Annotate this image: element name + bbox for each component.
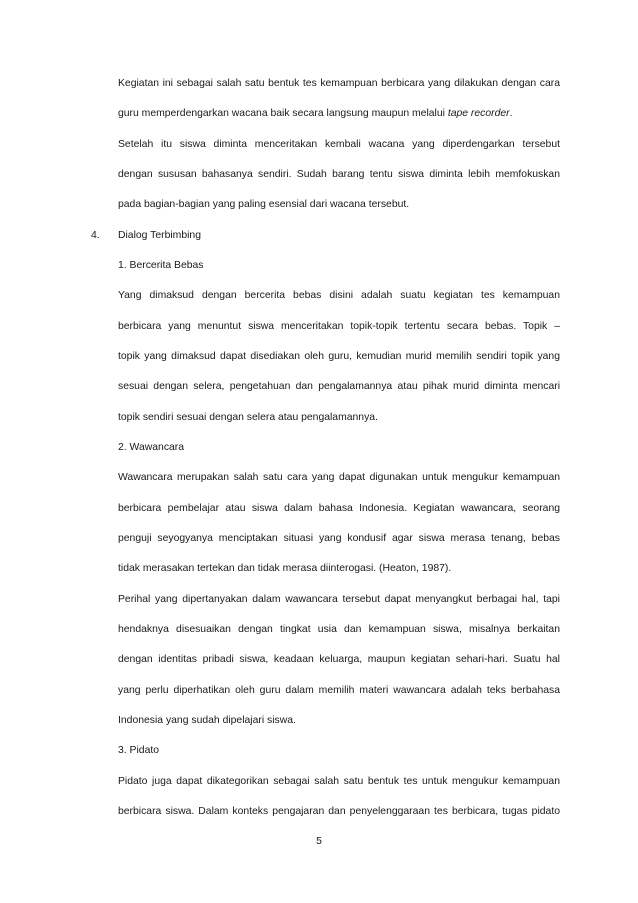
text-line: topik sendiri sesuai dengan selera atau pengalamannya.	[118, 412, 378, 423]
text-line: Setelah itu siswa diminta menceritakan kembali wacana yang diperdengarkan tersebut	[118, 139, 560, 150]
italic-term: tape recorder	[447, 108, 510, 119]
text-line	[118, 107, 560, 121]
text-line: Pidato juga dapat dikategorikan sebagai salah satu bentuk tes untuk mengukur kemampuan	[118, 776, 560, 787]
page-number: 5	[316, 836, 322, 847]
section-title: Dialog Terbimbing	[118, 230, 201, 241]
section-number: 4.	[91, 230, 100, 241]
text-line: berbicara pembelajar atau siswa dalam bahasa Indonesia. Kegiatan wawancara, seorang	[118, 503, 560, 514]
text-line: Yang dimaksud dengan bercerita bebas disini adalah suatu kegiatan tes kemampuan	[118, 290, 560, 301]
subsection-title: 2. Wawancara	[118, 442, 185, 453]
text-line: pada bagian-bagian yang paling esensial dari wacana tersebut.	[118, 199, 410, 210]
subsection-title: 3. Pidato	[118, 745, 160, 756]
text-line: berbicara siswa. Dalam konteks pengajaran dan penyelenggaraan tes berbicara, tugas pidato	[118, 806, 560, 817]
text-line: sesuai dengan selera, pengetahuan dan pengalamannya atau pihak murid diminta mencari	[118, 381, 560, 392]
text-line: dengan identitas pribadi siswa, keadaan keluarga, maupun kegiatan sehari-hari. Suatu hal	[118, 654, 560, 665]
text-line: Kegiatan ini sebagai salah satu bentuk tes kemampuan berbicara yang dilakukan dengan cara	[118, 78, 560, 89]
text-span: .	[509, 108, 513, 119]
subsection-title: 1. Bercerita Bebas	[118, 260, 204, 271]
text-line: hendaknya disesuaikan dengan tingkat usia dan kemampuan siswa, misalnya berkaitan	[118, 624, 560, 635]
text-line: dengan sususan bahasanya sendiri. Sudah barang tentu siswa diminta lebih memfokuskan	[118, 169, 560, 180]
text-line: berbicara yang menuntut siswa menceritakan topik-topik tertentu secara bebas. Topik –	[118, 321, 560, 332]
text-line: Perihal yang dipertanyakan dalam wawancara tersebut dapat menyangkut berbagai hal, tapi	[118, 594, 560, 605]
text-line: penguji seyogyanya menciptakan situasi yang kondusif agar siswa merasa tenang, bebas	[118, 533, 560, 544]
text-line: yang perlu diperhatikan oleh guru dalam memilih materi wawancara adalah teks berbahasa	[118, 685, 560, 696]
text-line: Indonesia yang sudah dipelajari siswa.	[118, 715, 296, 726]
text-span: guru memperdengarkan wacana baik secara langsung maupun melalui	[118, 108, 448, 119]
text-line: tidak merasakan tertekan dan tidak merasa diinterogasi. (Heaton, 1987).	[118, 563, 452, 574]
text-line: Wawancara merupakan salah satu cara yang dapat digunakan untuk mengukur kemampuan	[118, 472, 560, 483]
text-line: topik yang dimaksud dapat disediakan oleh guru, kemudian murid memilih sendiri topik yang	[118, 351, 560, 362]
